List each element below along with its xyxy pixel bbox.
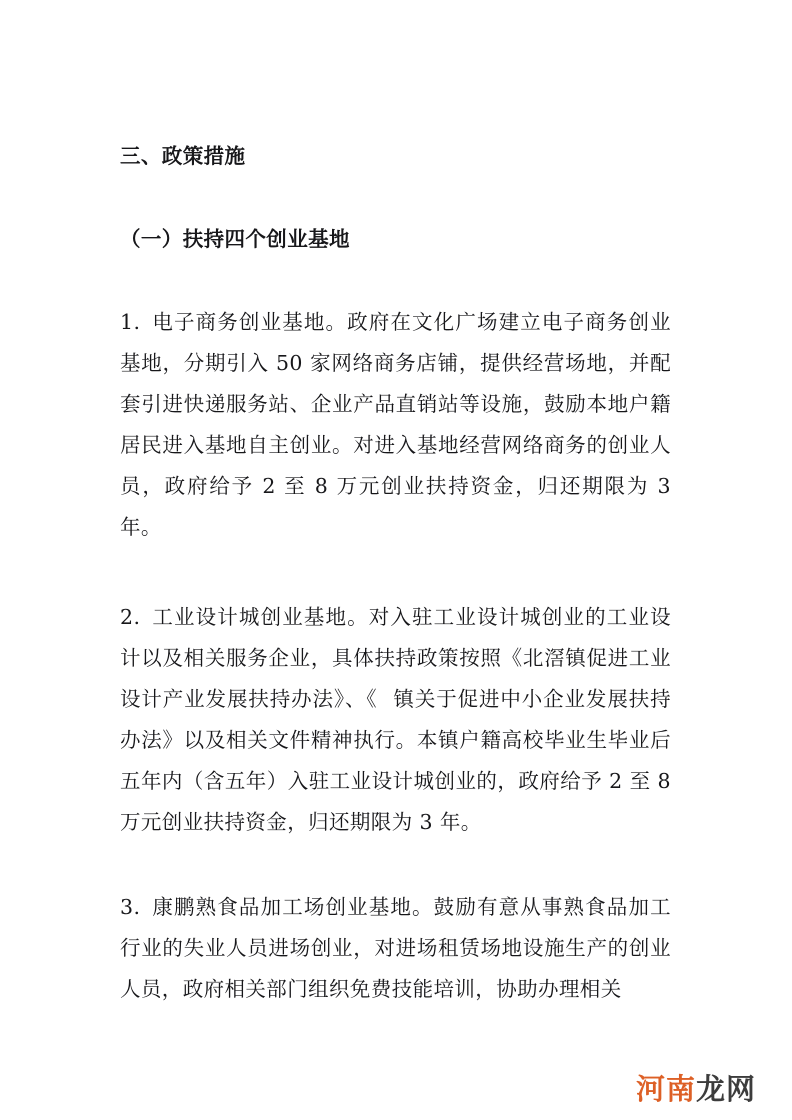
paragraph-2-number: 2. — [120, 605, 141, 629]
paragraph-3-text: 康鹏熟食品加工场创业基地。鼓励有意从事熟食品加工行业的失业人员进场创业，对进场租赁场地设施生产的创业人员，政府相关部门组织免费技能培训，协助办理相关 — [120, 895, 671, 1001]
paragraph-item-2 — [120, 597, 671, 843]
section-heading-policy-measures: 三、政策措施 — [120, 144, 246, 168]
paragraph-1-number: 1. — [120, 310, 141, 334]
site-watermark — [635, 1072, 756, 1106]
paragraph-item-1 — [120, 302, 671, 548]
paragraph-2-text-after-redaction: 镇关于促进中小企业发展扶持办法》以及相关文件精神执行。本镇户籍高校毕业生毕业后五年内（含五年）入驻工业设计城创业的，政府给予 2 至 8 万元创业扶持资金，归还期限为 3 年。 — [120, 687, 671, 834]
subsection-heading-support-four-bases: （一）扶持四个创业基地 — [120, 227, 350, 251]
paragraph-3-number: 3. — [120, 895, 141, 919]
watermark-text-part-one: 河南 — [635, 1072, 696, 1106]
watermark-text-part-two: 龙网 — [695, 1072, 756, 1106]
paragraph-1-text: 电子商务创业基地。政府在文化广场建立电子商务创业基地，分期引入 50 家网络商务店铺，提供经营场地，并配套引进快递服务站、企业产品直销站等设施，鼓励本地户籍居民进入基地自主创业。对进入基地经营网络商务的创业人员，政府给予 2 至 8 万元创业扶持资金，归还期限为 3 年。 — [120, 310, 671, 539]
paragraph-2-text-before-redaction: 工业设计城创业基地。对入驻工业设计城创业的工业设计以及相关服务企业，具体扶持政策按照《北滘镇促进工业设计产业发展扶持办法》、《 — [120, 605, 671, 711]
document-text-column — [120, 0, 671, 1120]
paragraph-item-3 — [120, 887, 671, 1010]
